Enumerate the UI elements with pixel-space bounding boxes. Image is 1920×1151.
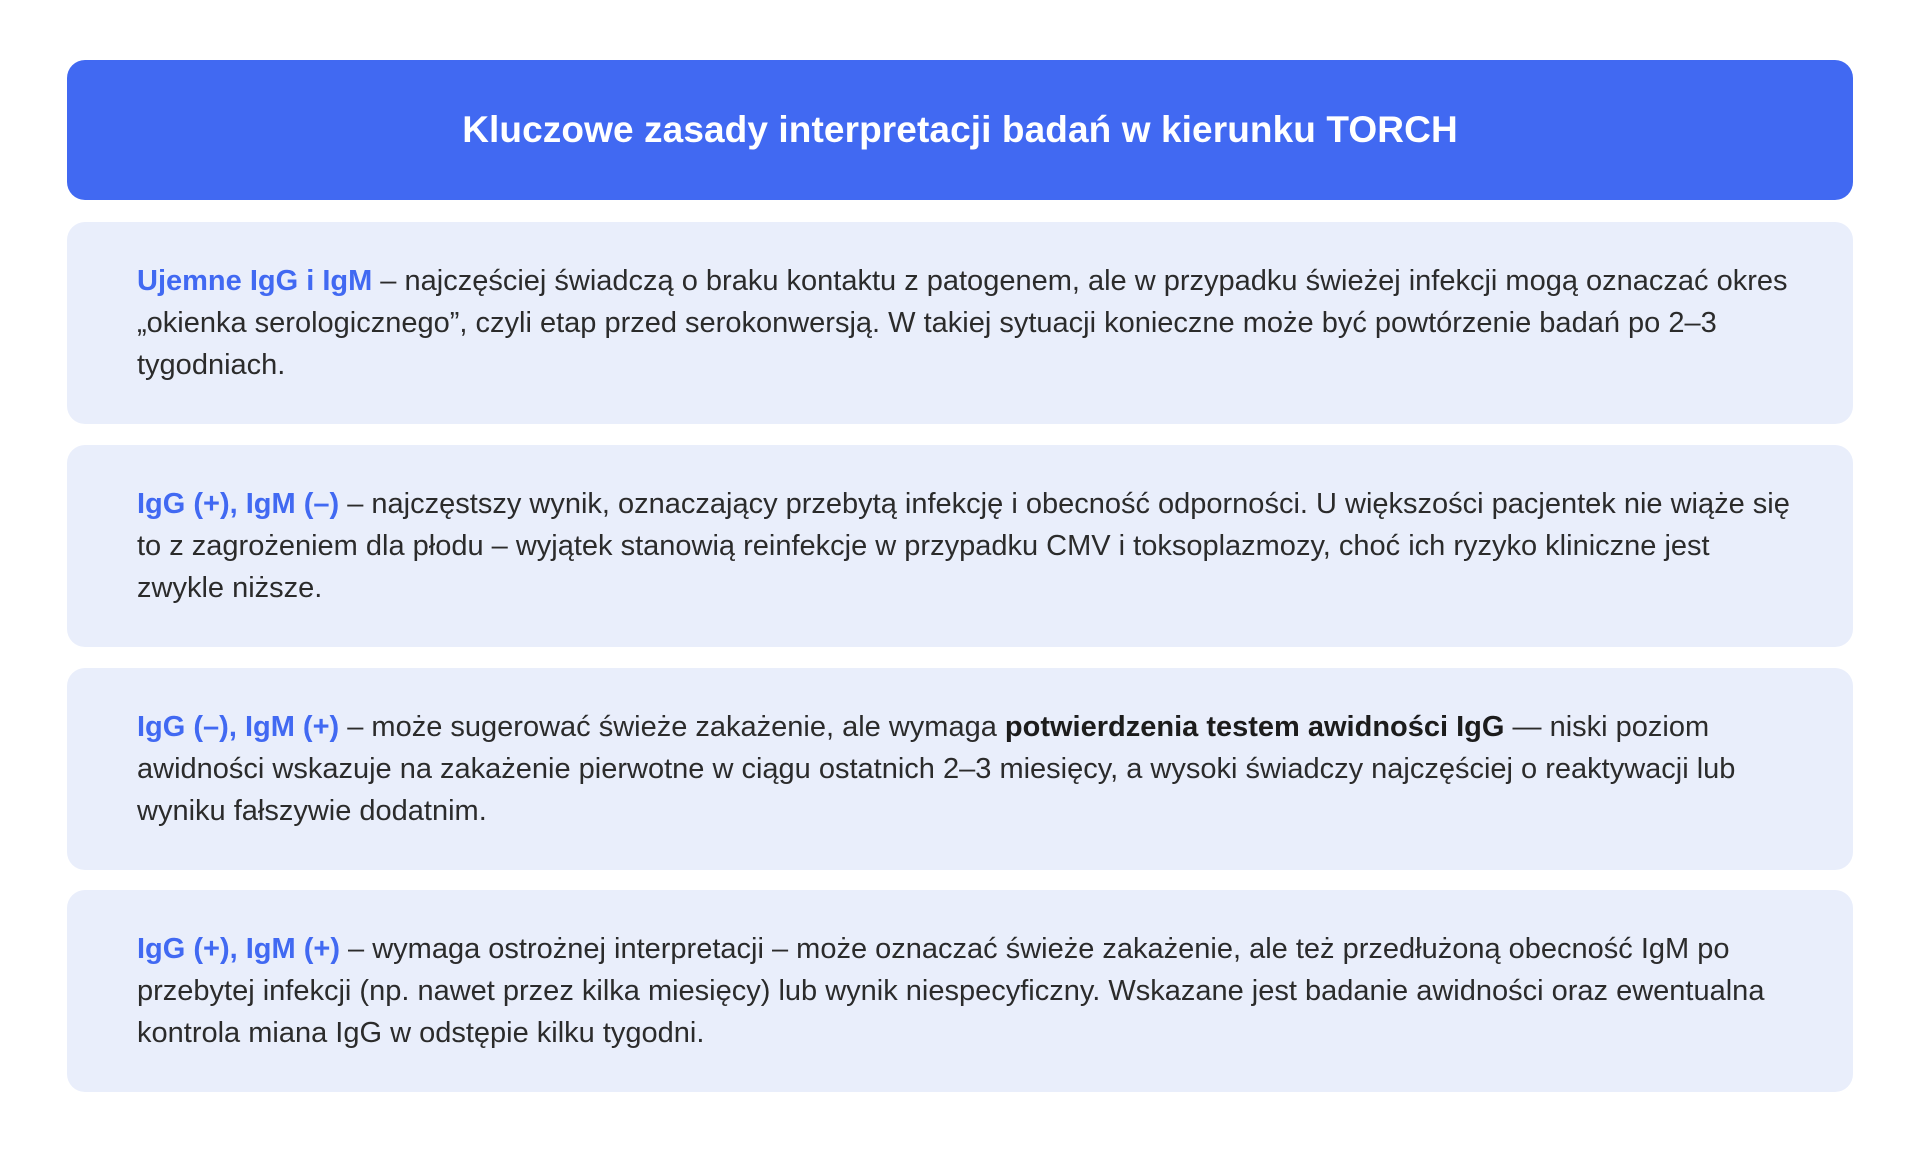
card-description: – wymaga ostrożnej interpretacji – może oznaczać świeże zakażenie, ale też przedłużoną obecność IgM po przebytej infekcji (np. nawet przez kilka miesięcy) lub wynik niespecyficzny. Wskazane jest badanie awidności oraz ewentualna kontrola miana IgG w odstępie kilku tygodni.	[137, 933, 1765, 1049]
card-term: IgG (+), IgM (+)	[137, 933, 340, 965]
card-term: IgG (+), IgM (–)	[137, 488, 340, 520]
card-term: Ujemne IgG i IgM	[137, 265, 373, 297]
card-paragraph	[137, 928, 1791, 1054]
card-description: – najczęstszy wynik, oznaczający przebytą infekcję i obecność odporności. U większości pacjentek nie wiąże się to z zagrożeniem dla płodu – wyjątek stanowią reinfekcje w przypadku CMV i toksoplazmozy, choć ich ryzyko kliniczne jest zwykle niższe.	[137, 488, 1790, 604]
card-paragraph	[137, 483, 1791, 609]
info-card-negative-igg-igm	[67, 222, 1853, 424]
card-description-end: — niski poziom awidności wskazuje na zakażenie pierwotne w ciągu ostatnich 2–3 miesięcy, a wysoki świadczy najczęściej o reaktywacji lub wyniku fałszywie dodatnim.	[137, 711, 1736, 827]
card-description: – najczęściej świadczą o braku kontaktu z patogenem, ale w przypadku świeżej infekcji mogą oznaczać okres „okienka serologicznego”, czyli etap przed serokonwersją. W takiej sytuacji konieczne może być powtórzenie badań po 2–3 tygodniach.	[137, 265, 1788, 381]
card-paragraph	[137, 260, 1791, 386]
info-card-igg-positive-igm-negative	[67, 445, 1853, 647]
card-term: IgG (–), IgM (+)	[137, 711, 340, 743]
info-card-igg-positive-igm-positive	[67, 890, 1853, 1092]
card-emphasis: potwierdzenia testem awidności IgG	[1004, 711, 1505, 743]
page-title: Kluczowe zasady interpretacji badań w kierunku TORCH	[462, 109, 1458, 150]
header-banner	[67, 60, 1853, 200]
card-paragraph	[137, 706, 1791, 832]
info-card-igg-negative-igm-positive	[67, 668, 1853, 870]
card-description-start: – może sugerować świeże zakażenie, ale wymaga	[339, 711, 1005, 743]
